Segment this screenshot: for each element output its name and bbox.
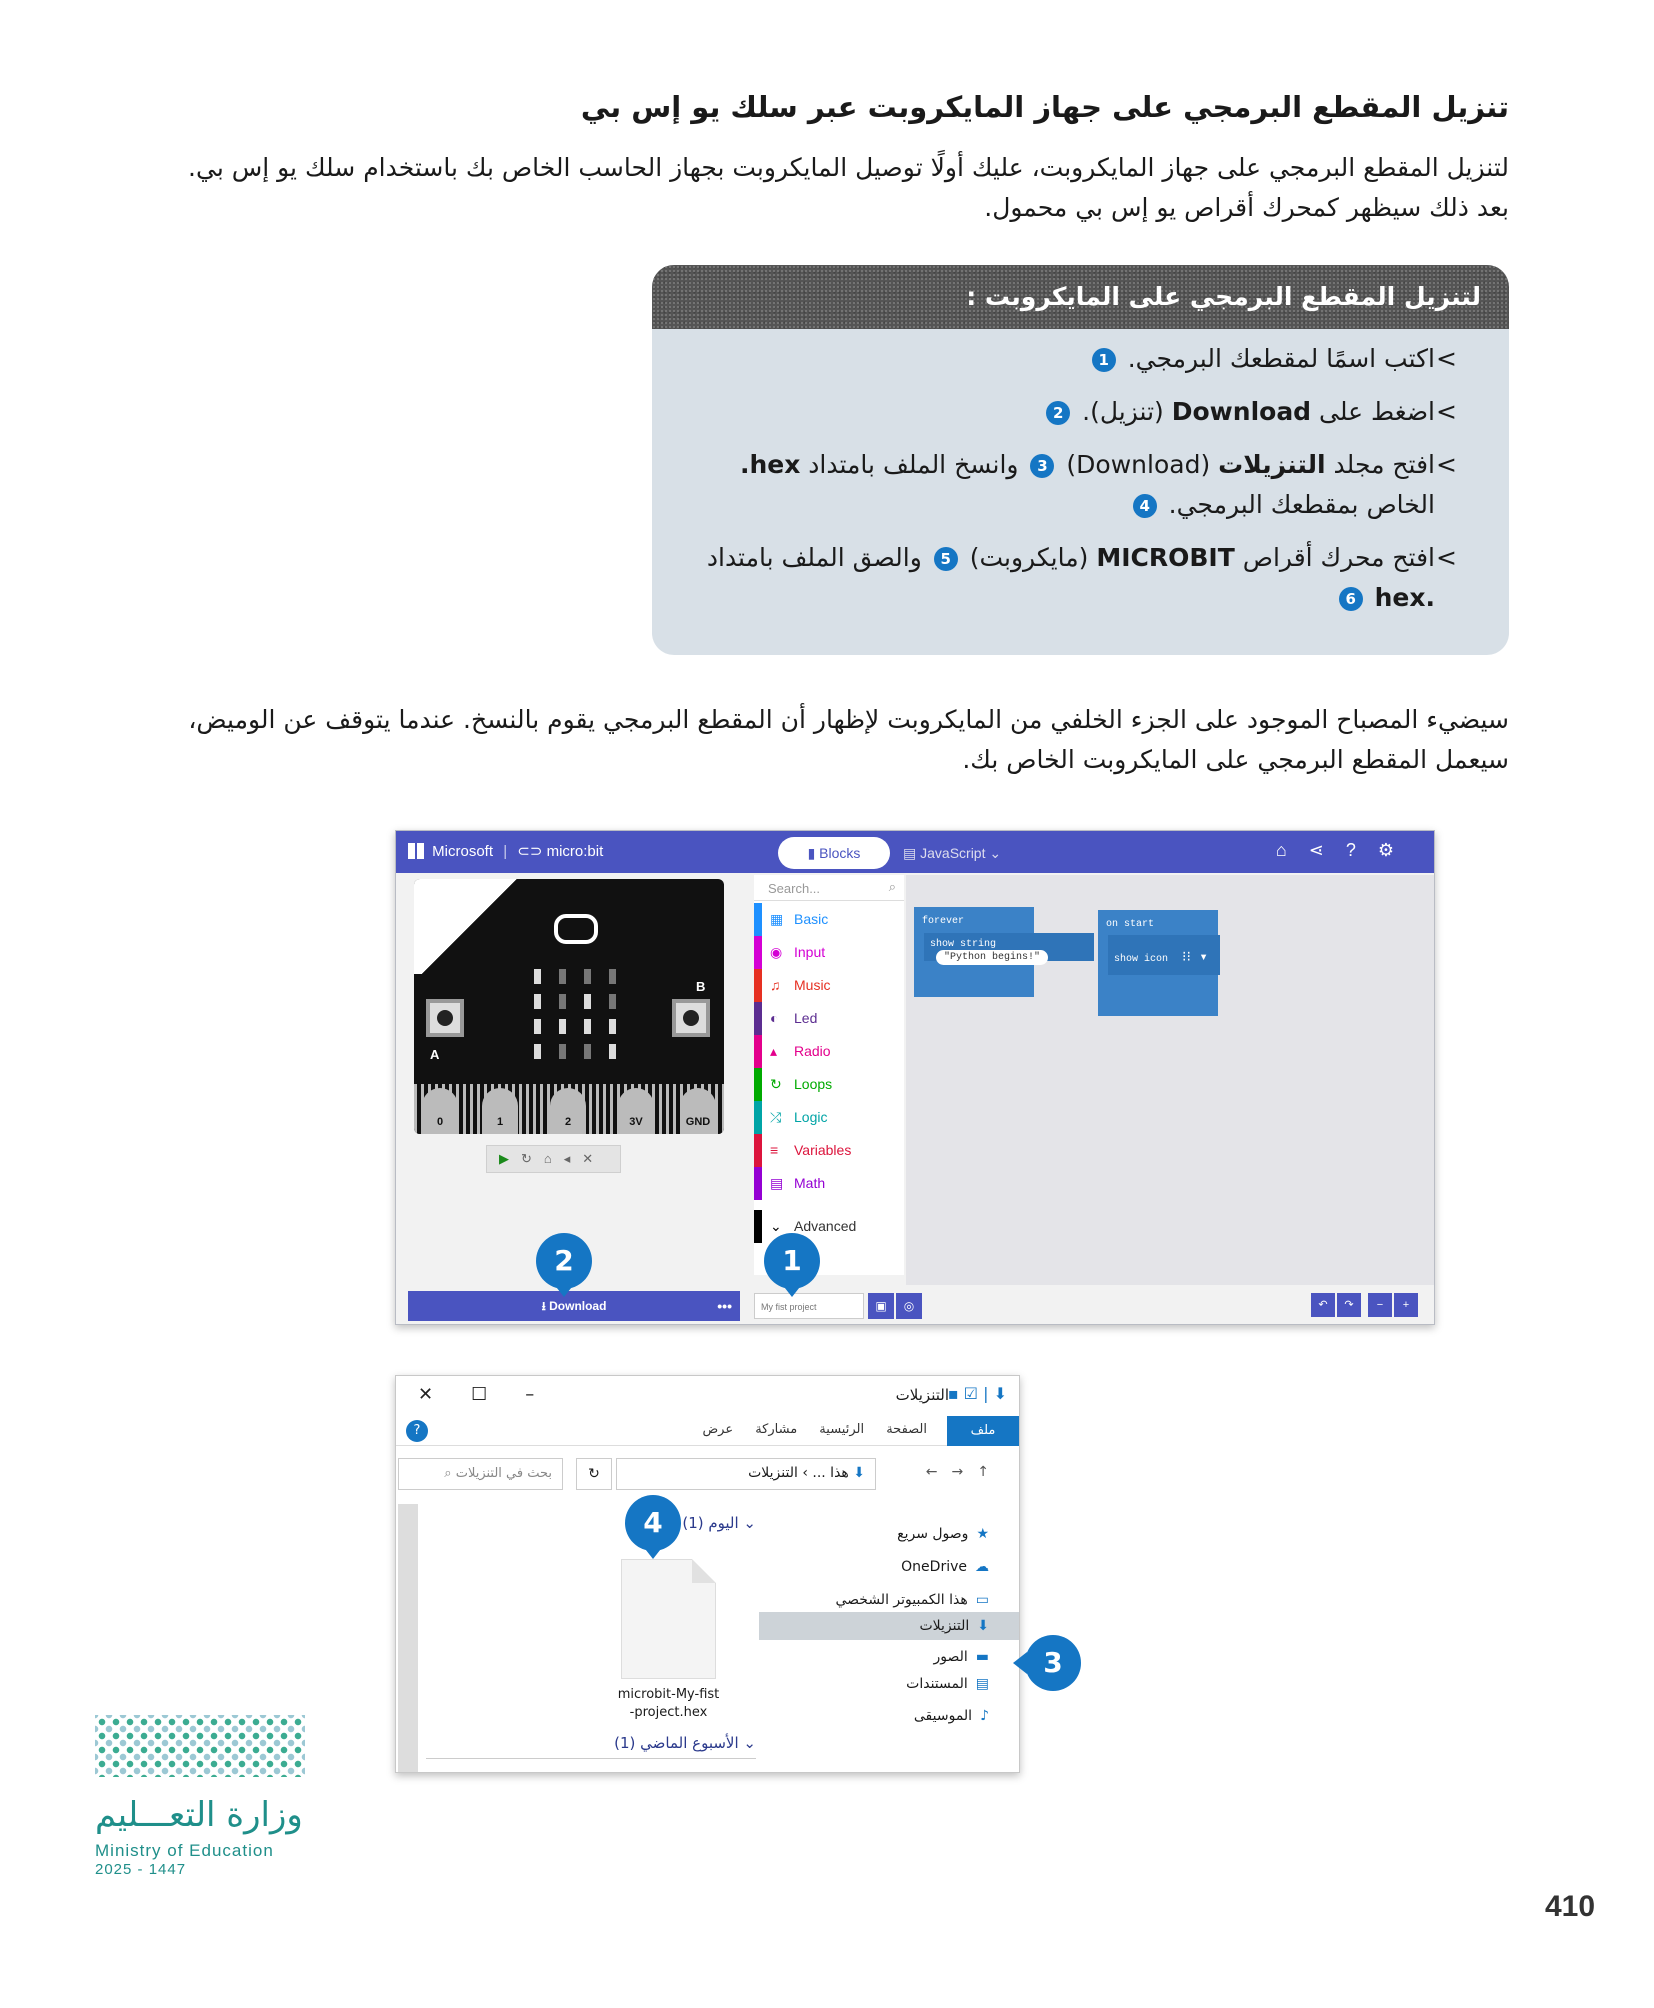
blink-paragraph <box>109 700 1509 780</box>
pin-gnd: GND <box>680 1088 716 1134</box>
brand <box>408 842 603 860</box>
led-icon: ◐ <box>770 1010 779 1026</box>
category-led[interactable] <box>754 1002 904 1035</box>
search-placeholder: بحث في التنزيلات <box>455 1466 552 1481</box>
save-icon[interactable]: ▣ <box>868 1293 894 1319</box>
category-label: Music <box>794 977 831 993</box>
brand-divider: | <box>503 843 508 860</box>
editor-tabs <box>778 837 1058 869</box>
step-number: 4 <box>1133 494 1157 518</box>
led <box>534 1019 541 1034</box>
pin-0[interactable]: 0 <box>422 1088 458 1134</box>
page-number: 410 <box>1545 1890 1596 1923</box>
undo-icon[interactable]: ↶ <box>1311 1293 1335 1317</box>
path-text: هذا ... › التنزيلات <box>748 1465 849 1481</box>
category-label: Logic <box>794 1109 828 1125</box>
button-a-label: A <box>430 1047 440 1062</box>
step-3-paren: (Download) <box>1066 450 1211 479</box>
edge-connector <box>414 1084 724 1134</box>
music-icon: ♪ <box>980 1708 989 1724</box>
product-name: micro:bit <box>546 843 604 860</box>
gear-icon[interactable]: ⚙ <box>1377 840 1416 860</box>
led <box>559 1019 566 1034</box>
github-icon[interactable]: ◎ <box>896 1293 922 1319</box>
pin-1[interactable]: 1 <box>482 1088 518 1134</box>
show-string-label: show string <box>930 939 997 950</box>
file-name-line-2: -project.hex <box>629 1705 708 1720</box>
nav-downloads[interactable] <box>759 1612 1019 1640</box>
picture-icon: ▬ <box>975 1649 989 1665</box>
chevron-down-icon: ⌄ <box>738 1514 756 1532</box>
on-start-label: on start <box>1106 919 1155 930</box>
category-loops[interactable] <box>754 1068 904 1101</box>
zoom-out-icon[interactable]: − <box>1368 1293 1392 1317</box>
category-label: Input <box>794 944 826 960</box>
led <box>584 1019 591 1034</box>
step-number: 2 <box>1046 401 1070 425</box>
file-icon[interactable] <box>621 1559 716 1679</box>
led <box>534 969 541 984</box>
group-last-week[interactable] <box>614 1734 756 1752</box>
tab-javascript[interactable] <box>903 837 1013 869</box>
back-icon[interactable]: ← <box>925 1464 952 1480</box>
step-3-mid: وانسخ الملف بامتداد <box>808 450 1019 479</box>
forward-icon[interactable]: → <box>951 1464 978 1480</box>
header-icons <box>1276 840 1416 861</box>
step-number: 3 <box>1030 454 1054 478</box>
ministry-english: Ministry of Education <box>95 1841 274 1860</box>
group-today[interactable] <box>682 1514 756 1532</box>
category-label: Loops <box>794 1076 833 1092</box>
step-4-bold: MICROBIT <box>1096 543 1235 572</box>
step-3-ext: hex. <box>739 450 801 479</box>
explorer-ribbon <box>396 1416 1019 1446</box>
category-variables[interactable] <box>754 1134 904 1167</box>
step-2-text: اضغط على <box>1319 397 1435 426</box>
search-icon: ⌕ <box>888 879 896 894</box>
nav-this-pc[interactable] <box>835 1592 989 1608</box>
nav-label: OneDrive <box>901 1559 967 1575</box>
category-label: Basic <box>794 911 829 927</box>
led <box>584 994 591 1009</box>
radio-icon: ▴ <box>770 1043 778 1059</box>
group-last-week-label: الأسبوع الماضي (1) <box>614 1734 739 1752</box>
callout-1: 1 <box>764 1233 820 1289</box>
share-icon[interactable]: ⋖ <box>1308 840 1346 860</box>
nav-onedrive[interactable] <box>901 1559 989 1575</box>
step-1 <box>692 339 1457 379</box>
led <box>559 969 566 984</box>
step-2-post: (تنزيل). <box>1082 397 1164 426</box>
explorer-titlebar <box>396 1376 1019 1416</box>
document-icon: ▤ <box>975 1676 989 1692</box>
restart-icon[interactable]: ↻ <box>521 1151 544 1166</box>
button-a[interactable] <box>426 999 464 1037</box>
step-4-mid: والصق الملف بامتداد <box>706 543 922 572</box>
steps-heading: لتنزيل المقطع البرمجي على المايكروبت : <box>652 265 1509 329</box>
category-music[interactable] <box>754 969 904 1002</box>
category-logic[interactable] <box>754 1101 904 1134</box>
nav-documents[interactable] <box>906 1676 989 1692</box>
path-field[interactable] <box>616 1458 876 1490</box>
callout-4: 4 <box>625 1495 681 1551</box>
step-2-bold: Download <box>1171 397 1312 426</box>
js-icon: ▤ <box>903 845 921 861</box>
led <box>559 1044 566 1059</box>
pin-2[interactable]: 2 <box>550 1088 586 1134</box>
step-number: 5 <box>934 547 958 571</box>
star-icon: ★ <box>976 1526 989 1542</box>
download-icon: ⭳ <box>541 1299 550 1313</box>
led <box>534 994 541 1009</box>
search-icon: ⌕ <box>444 1466 452 1481</box>
intro-line-2: بعد ذلك سيظهر كمحرك أقراص يو إس بي محمول. <box>984 193 1509 222</box>
computer-icon: ▭ <box>975 1592 989 1608</box>
category-label: Led <box>794 1010 818 1026</box>
nav-music[interactable] <box>914 1708 989 1724</box>
microbit-logo-icon: ⊂⊃ <box>517 843 543 860</box>
project-name-input[interactable]: My fist project <box>754 1293 864 1319</box>
file-name[interactable] <box>606 1686 731 1722</box>
nav-label: الموسيقى <box>913 1708 973 1724</box>
category-basic[interactable] <box>754 903 904 936</box>
step-4 <box>692 538 1457 618</box>
led <box>609 994 616 1009</box>
cloud-icon: ☁ <box>975 1559 989 1575</box>
tab-blocks-label: Blocks <box>819 845 861 861</box>
quick-access-toolbar-icon[interactable]: ⬇ | ☑ ▪ <box>947 1384 1007 1403</box>
nav-label: المستندات <box>906 1676 968 1692</box>
scrollbar[interactable] <box>398 1504 418 1773</box>
nav-label: الصور <box>933 1649 968 1665</box>
chevron-down-icon: ⌄ <box>985 845 1002 861</box>
intro-line-1: لتنزيل المقطع البرمجي على جهاز المايكروبت، عليك أولًا توصيل المايكروبت بجهاز الحاسب الخاص بك باستخدام سلك يو إس بي. <box>188 153 1509 182</box>
category-math[interactable] <box>754 1167 904 1200</box>
download-icon: ⬇ <box>977 1618 989 1634</box>
ministry-dots-icon <box>95 1715 305 1777</box>
microbit-simulator[interactable] <box>414 879 724 1134</box>
step-3-text: افتح مجلد <box>1333 450 1435 479</box>
category-input[interactable] <box>754 936 904 969</box>
slowmo-icon[interactable]: ⌂ <box>543 1151 564 1166</box>
help-icon[interactable]: ? <box>406 1420 428 1442</box>
simulator-controls[interactable] <box>486 1145 621 1173</box>
nav-pictures[interactable] <box>933 1649 989 1665</box>
intro-paragraph <box>109 148 1509 228</box>
more-icon[interactable]: ••• <box>717 1298 732 1314</box>
led <box>584 969 591 984</box>
ministry-arabic: وزارة التعـــليم <box>95 1795 303 1835</box>
microsoft-logo-icon <box>408 843 424 859</box>
led <box>559 994 566 1009</box>
led <box>534 1044 541 1059</box>
string-value[interactable]: "Python begins!" <box>936 950 1048 965</box>
fullscreen-icon[interactable]: ✕ <box>582 1151 606 1166</box>
blocks-icon: ▮ <box>807 845 820 861</box>
music-icon: ♫ <box>770 977 781 993</box>
steps-box <box>652 265 1509 655</box>
close-icon[interactable]: ✕ <box>418 1384 472 1405</box>
led <box>609 1044 616 1059</box>
nav-quick-access[interactable] <box>897 1526 989 1542</box>
category-label: Advanced <box>794 1218 857 1234</box>
section-title: تنزيل المقطع البرمجي على جهاز المايكروبت عبر سلك يو إس بي <box>580 90 1509 124</box>
window-title: التنزيلات <box>895 1386 949 1404</box>
show-string-block[interactable] <box>924 933 1094 961</box>
led <box>609 1019 616 1034</box>
file-list <box>426 1504 756 1759</box>
tab-javascript-label: JavaScript <box>920 845 986 861</box>
microbit-board <box>414 879 724 1134</box>
address-bar <box>396 1454 1019 1494</box>
play-icon[interactable]: ▶ <box>499 1151 521 1166</box>
step-3 <box>692 445 1457 525</box>
ministry-year: 2025 - 1447 <box>95 1861 187 1878</box>
steps-list <box>652 329 1509 618</box>
category-label: Math <box>794 1175 826 1191</box>
tab-file[interactable]: ملف <box>947 1416 1019 1446</box>
search-placeholder: Search... <box>768 881 821 896</box>
navigation-pane <box>759 1504 1019 1773</box>
show-icon-label: show icon <box>1114 954 1169 965</box>
chevron-down-icon: ⌄ <box>738 1734 756 1752</box>
refresh-icon[interactable]: ↻ <box>576 1458 612 1490</box>
led <box>609 969 616 984</box>
button-b-label: B <box>696 979 706 994</box>
basic-icon: ▦ <box>770 911 784 927</box>
category-label: Variables <box>794 1142 852 1158</box>
home-icon[interactable]: ⌂ <box>1275 840 1309 860</box>
folder-icon: ⬇ <box>848 1465 865 1481</box>
math-icon: ▤ <box>770 1175 784 1191</box>
icon-picker-icon[interactable]: ⁝⁝ ▾ <box>1182 950 1208 966</box>
step-2 <box>692 392 1457 432</box>
step-number: 6 <box>1339 587 1363 611</box>
category-label: Radio <box>794 1043 831 1059</box>
blocks-toolbox <box>754 875 904 1275</box>
maximize-icon[interactable]: ☐ <box>471 1384 526 1405</box>
chevron-down-icon: ⌄ <box>770 1218 782 1234</box>
explorer-body <box>396 1504 1019 1773</box>
group-today-label: اليوم (1) <box>682 1514 739 1532</box>
mute-icon[interactable]: ◂ <box>563 1151 583 1166</box>
step-4-paren: (مايكروبت) <box>969 543 1089 572</box>
blink-line-2: سيعمل المقطع البرمجي على المايكروبت الخاص بك. <box>962 745 1509 774</box>
toolbox-search-input[interactable] <box>754 875 904 901</box>
search-input[interactable] <box>398 1458 563 1490</box>
step-3-line-2: الخاص بمقطعك البرمجي. <box>1168 490 1435 519</box>
zoom-in-icon[interactable]: + <box>1394 1293 1418 1317</box>
category-radio[interactable] <box>754 1035 904 1068</box>
logic-icon: ⤮ <box>770 1109 782 1125</box>
download-label: Download <box>549 1299 607 1313</box>
step-4-text: افتح محرك أقراص <box>1242 543 1435 572</box>
step-number: 1 <box>1092 348 1116 372</box>
navigation-buttons <box>926 1464 1003 1480</box>
nav-label: هذا الكمبيوتر الشخصي <box>835 1592 968 1608</box>
brand-name: Microsoft <box>432 843 494 860</box>
file-explorer <box>395 1375 1020 1773</box>
callout-3: 3 <box>1025 1635 1081 1691</box>
microbit-logo-icon <box>554 914 598 944</box>
nav-label: وصول سريع <box>897 1526 969 1542</box>
minimize-icon[interactable]: – <box>525 1384 573 1405</box>
redo-icon[interactable]: ↷ <box>1337 1293 1361 1317</box>
up-icon[interactable]: ↑ <box>977 1464 1003 1480</box>
pin-3v: 3V <box>618 1088 654 1134</box>
button-b[interactable] <box>672 999 710 1037</box>
callout-2: 2 <box>536 1233 592 1289</box>
led <box>584 1044 591 1059</box>
nav-label: التنزيلات <box>919 1618 970 1634</box>
forever-label: forever <box>922 916 965 927</box>
step-4-ext: .hex <box>1374 583 1435 612</box>
ribbon-tabs[interactable]: الصفحة الرئيسية مشاركة عرض <box>702 1422 927 1437</box>
file-name-line-1: microbit-My-fist <box>617 1687 720 1702</box>
loops-icon: ↻ <box>770 1076 782 1092</box>
step-3-bold: التنزيلات <box>1218 450 1326 479</box>
ministry-logo <box>95 1715 345 1878</box>
input-icon: ◉ <box>770 944 783 960</box>
makecode-header <box>396 831 1434 873</box>
tab-blocks[interactable] <box>778 837 890 869</box>
show-icon-block[interactable] <box>1108 935 1220 975</box>
variables-icon: ≡ <box>770 1142 779 1158</box>
blocks-workspace[interactable] <box>906 875 1435 1285</box>
step-1-text: اكتب اسمًا لمقطعك البرمجي. <box>1127 344 1435 373</box>
blink-line-1: سيضيء المصباح الموجود على الجزء الخلفي من المايكروبت لإظهار أن المقطع البرمجي يقوم بالنسخ. عندما يتوقف عن الوميض، <box>188 705 1509 734</box>
window-controls <box>418 1384 572 1405</box>
help-icon[interactable]: ? <box>1345 840 1378 860</box>
